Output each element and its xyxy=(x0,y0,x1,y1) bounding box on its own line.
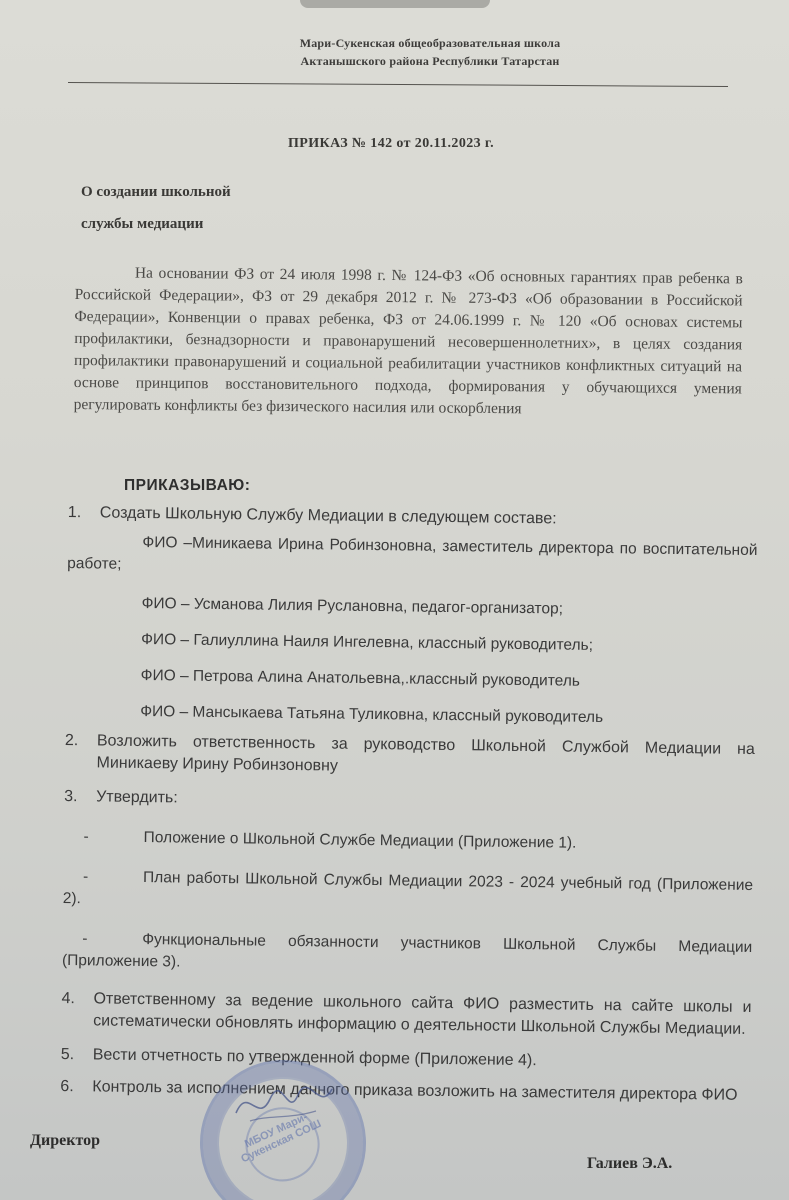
order-item-2 xyxy=(64,730,755,783)
member-line: ФИО – Усманова Лилия Руслановна, педагог-организатор; xyxy=(141,594,564,618)
subject-line-1: О создании школьной xyxy=(81,184,231,200)
dash-marker: - xyxy=(83,828,89,846)
orders-list xyxy=(60,502,758,1107)
order-item-text: Утвердить: xyxy=(96,788,178,807)
org-line-1: Мари-Сукенская общеобразовательная школа xyxy=(299,36,561,50)
subject-line-2: службы медиации xyxy=(81,216,204,232)
order-item-text: Создать Школьную Службу Медиации в следующем составе: xyxy=(99,504,557,528)
order-item-text: Вести отчетность по утвержденной форме (Приложение 4). xyxy=(92,1046,537,1070)
order-item-number: 5. xyxy=(60,1045,75,1064)
handwritten-signature xyxy=(228,1075,338,1135)
member-line: ФИО – Галиуллина Наиля Ингелевна, классный руководитель; xyxy=(141,630,594,654)
director-name: Галиев Э.А. xyxy=(587,1155,673,1172)
order-item-4 xyxy=(61,988,752,1041)
approval-subitem xyxy=(62,928,753,981)
subitem-text: Положение о Школьной Службе Медиации (Приложение 1). xyxy=(143,829,577,852)
member-line: ФИО – Мансыкаева Татьяна Туликовна, классный руководитель xyxy=(140,702,604,727)
decree-word: ПРИКАЗЫВАЮ: xyxy=(124,477,251,494)
subitem-text: План работы Школьной Службы Медиации 2023 - 2024 учебный год (Приложение 2). xyxy=(62,869,754,908)
order-item-number: 6. xyxy=(60,1077,74,1096)
header-divider xyxy=(68,82,728,87)
order-item-text: Возложить ответственность за руководство Школьной Службой Медиации на Миникаеву Ирину Робинзоновну xyxy=(96,732,755,775)
order-item-text: Контроль за исполнением данного приказа возложить на заместителя директора ФИО xyxy=(92,1078,738,1104)
order-subject xyxy=(81,176,231,240)
organization-header xyxy=(250,34,610,70)
order-item-number: 4. xyxy=(61,989,75,1008)
director-title: Директор xyxy=(30,1132,100,1149)
dash-marker: - xyxy=(82,930,88,948)
order-item-text: Ответственному за ведение школьного сайта ФИО разместить на сайте школы и систематически обновлять информацию о деятельности Школьной Службы Медиации. xyxy=(93,990,752,1038)
order-item-number: 1. xyxy=(67,503,82,522)
preamble-paragraph: На основании ФЗ от 24 июля 1998 г. № 124-ФЗ «Об основных гарантиях прав ребенка в Российской Федерации», ФЗ от 29 декабря 2012 г. № 273-ФЗ «Об образовании в Российской Федерации», Конвенции о правах ребенка, ФЗ от 24.06.1999 г. № 120 «Об основах системы профилактики, безнадзорности и правонарушений несовершеннолетних», в целях создания профилактики правонарушений и социальной реабилитации участников конфликтных ситуаций на основе принципов восстановительного подхода, формирования у обучающихся умения регулировать конфликты без физического насилия или оскорбления xyxy=(73,264,743,418)
order-item-number: 2. xyxy=(64,731,79,750)
subitem-text: Функциональные обязанности участников Школьной Службы Медиации (Приложение 3). xyxy=(61,931,753,971)
org-line-2: Актанышского района Республики Татарстан xyxy=(300,54,560,68)
order-item-number: 3. xyxy=(64,787,78,806)
order-title: ПРИКАЗ № 142 от 20.11.2023 г. xyxy=(288,136,495,151)
top-smudge xyxy=(300,0,490,8)
dash-marker: - xyxy=(82,868,89,886)
member-line: ФИО –Миникаева Ирина Робинзоновна, заместитель директора по воспитательной работе; xyxy=(67,533,758,573)
member-line: ФИО – Петрова Алина Анатольевна,.классный руководитель xyxy=(140,666,581,690)
stamp-text: МБОУ Мари-Сукенская СОШ xyxy=(239,1110,324,1166)
